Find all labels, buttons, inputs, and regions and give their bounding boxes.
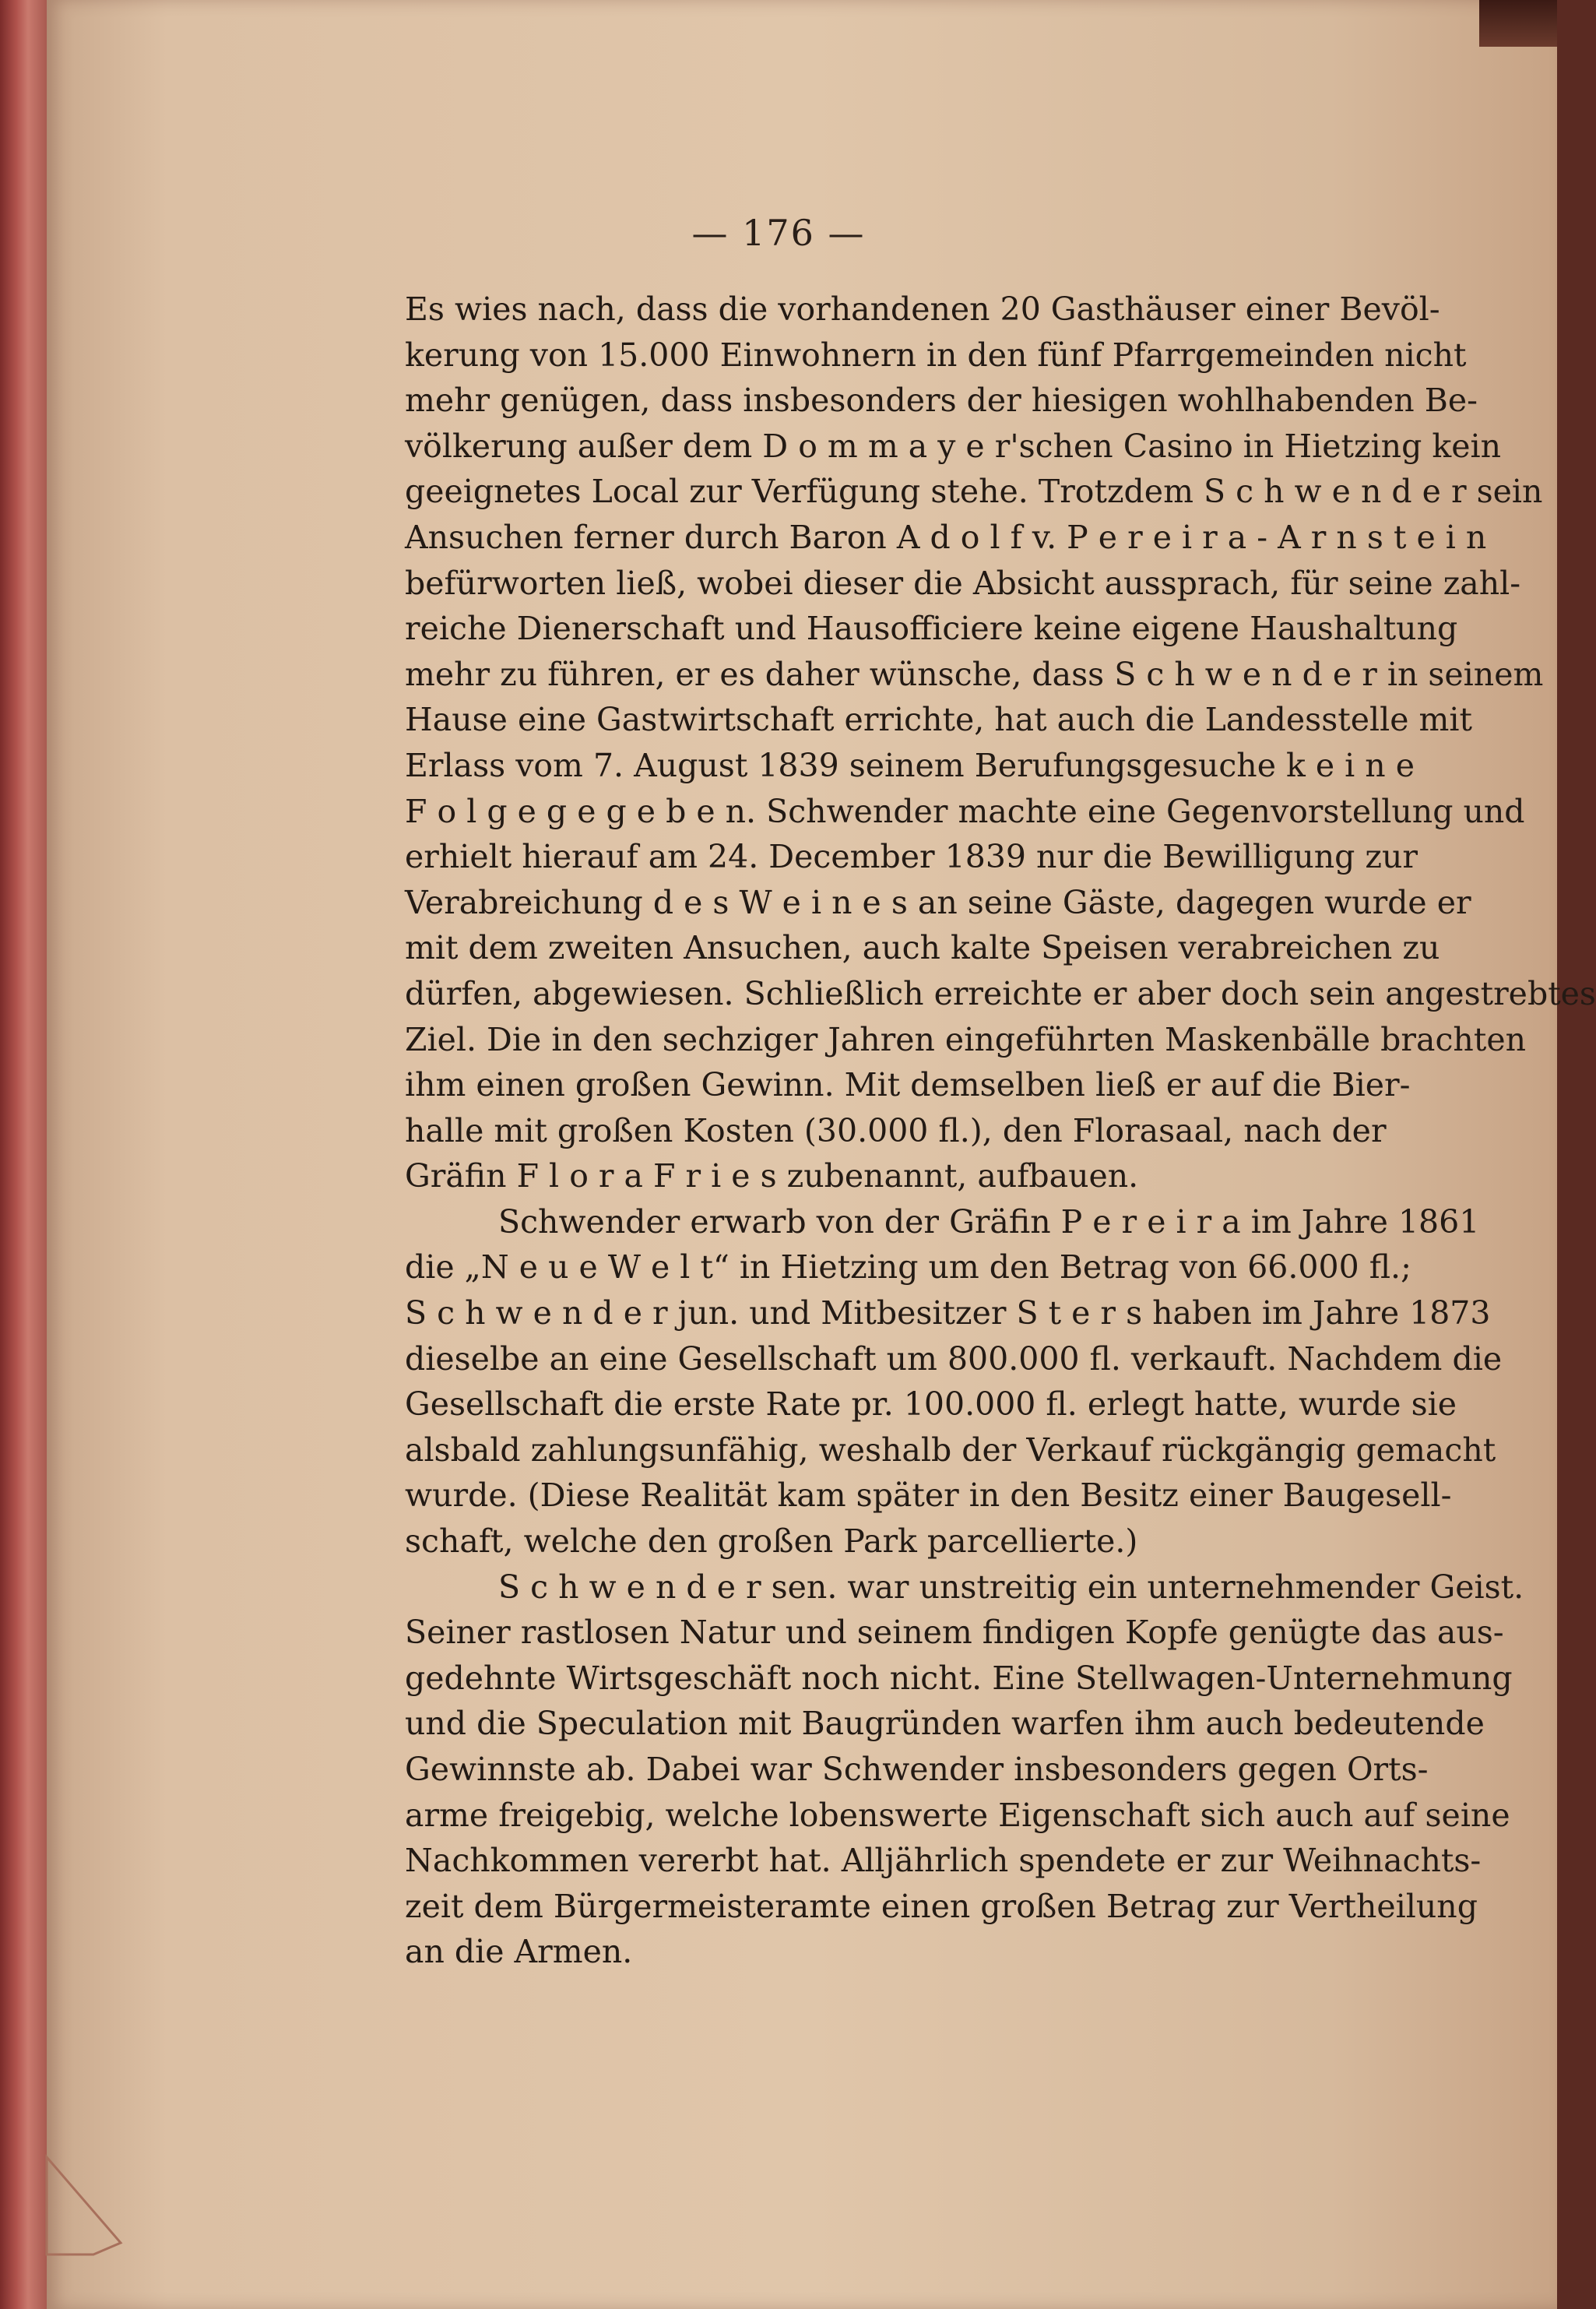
text-line: die „N e u e W e l t“ in Hietzing um den Betrag von 66.000 fl.; (405, 1248, 1411, 1286)
text-line: Gewinnste ab. Dabei war Schwender insbesonders gegen Orts- (405, 1751, 1429, 1788)
paragraph (405, 1199, 1503, 1565)
text-line: und die Speculation mit Baugründen warfen ihm auch bedeutende (405, 1705, 1485, 1743)
text-line: arme freigebig, welche lobenswerte Eigenschaft sich auch auf seine (405, 1796, 1510, 1834)
text-line: dieselbe an eine Gesellschaft um 800.000 fl. verkauft. Nachdem die (405, 1339, 1503, 1378)
paragraph (405, 287, 1596, 1199)
text-line: Seiner rastlosen Natur und seinem findigen Kopfe genügte das aus- (405, 1614, 1504, 1652)
text-line: mehr zu führen, er es daher wünsche, dass S c h w e n d e r in seinem (405, 655, 1544, 693)
text-line: erhielt hierauf am 24. December 1839 nur die Bewilligung zur (405, 838, 1418, 876)
text-line: völkerung außer dem D o m m a y e r'schen Casino in Hietzing kein (405, 427, 1501, 465)
text-line: Nachkommen vererbt hat. Alljährlich spendete er zur Weihnachts- (405, 1842, 1482, 1880)
text-line: schaft, welche den großen Park parcellierte.) (405, 1522, 1138, 1561)
text-line: Ziel. Die in den sechziger Jahren eingeführten Maskenbälle brachten (405, 1020, 1526, 1058)
text-line: reiche Dienerschaft und Hausofficiere keine eigene Haushaltung (405, 610, 1458, 648)
page-number: — 176 — (691, 212, 866, 254)
text-line: Ansuchen ferner durch Baron A d o l f v. P e r e i r a - A r n s t e i n (405, 518, 1487, 556)
text-line: ihm einen großen Gewinn. Mit demselben ließ er auf die Bier- (405, 1066, 1411, 1104)
page-corner-fold (47, 2149, 132, 2258)
text-line: gedehnte Wirtsgeschäft noch nicht. Eine Stellwagen-Unternehmung (405, 1659, 1513, 1697)
book-spine (0, 0, 47, 2309)
text-line: Schwender erwarb von der Gräfin P e r e i r a im Jahre 1861 (498, 1202, 1480, 1241)
text-line: an die Armen. (405, 1933, 633, 1971)
text-line: Gräfin F l o r a F r i e s zubenannt, aufbauen. (405, 1157, 1139, 1195)
text-line: Hause eine Gastwirtschaft errichte, hat auch die Landesstelle mit (405, 701, 1472, 739)
text-line: Verabreichung d e s W e i n e s an seine Gäste, dagegen wurde er (405, 883, 1471, 921)
text-line: mit dem zweiten Ansuchen, auch kalte Speisen verabreichen zu (405, 929, 1440, 967)
text-line: zeit dem Bürgermeisteramte einen großen Betrag zur Vertheilung (405, 1887, 1478, 1925)
body-text (405, 287, 1596, 1975)
page-edge-shadow (1479, 0, 1557, 47)
text-line: befürworten ließ, wobei dieser die Absicht aussprach, für seine zahl- (405, 564, 1521, 602)
text-line: F o l g e g e g e b e n. Schwender machte eine Gegenvorstellung und (405, 792, 1525, 830)
text-line: S c h w e n d e r sen. war unstreitig ein unternehmender Geist. (498, 1568, 1524, 1606)
text-line: geeignetes Local zur Verfügung stehe. Trotzdem S c h w e n d e r sein (405, 473, 1543, 511)
text-line: mehr genügen, dass insbesonders der hiesigen wohlhabenden Be- (405, 382, 1478, 420)
text-line: kerung von 15.000 Einwohnern in den fünf Pfarrgemeinden nicht (405, 336, 1467, 374)
text-line: halle mit großen Kosten (30.000 fl.), den Florasaal, nach der (405, 1111, 1387, 1149)
paragraph (405, 1565, 1524, 1975)
text-line: S c h w e n d e r jun. und Mitbesitzer S t e r s haben im Jahre 1873 (405, 1294, 1491, 1332)
text-line: dürfen, abgewiesen. Schließlich erreichte er aber doch sein angestrebtes (405, 974, 1596, 1012)
text-line: alsbald zahlungsunfähig, weshalb der Verkauf rückgängig gemacht (405, 1431, 1496, 1469)
text-line: Erlass vom 7. August 1839 seinem Berufungsgesuche k e i n e (405, 746, 1415, 784)
text-line: Es wies nach, dass die vorhandenen 20 Gasthäuser einer Bevöl- (405, 290, 1440, 328)
text-line: Gesellschaft die erste Rate pr. 100.000 fl. erlegt hatte, wurde sie (405, 1385, 1457, 1424)
text-line: wurde. (Diese Realität kam später in den Besitz einer Baugesell- (405, 1477, 1452, 1515)
